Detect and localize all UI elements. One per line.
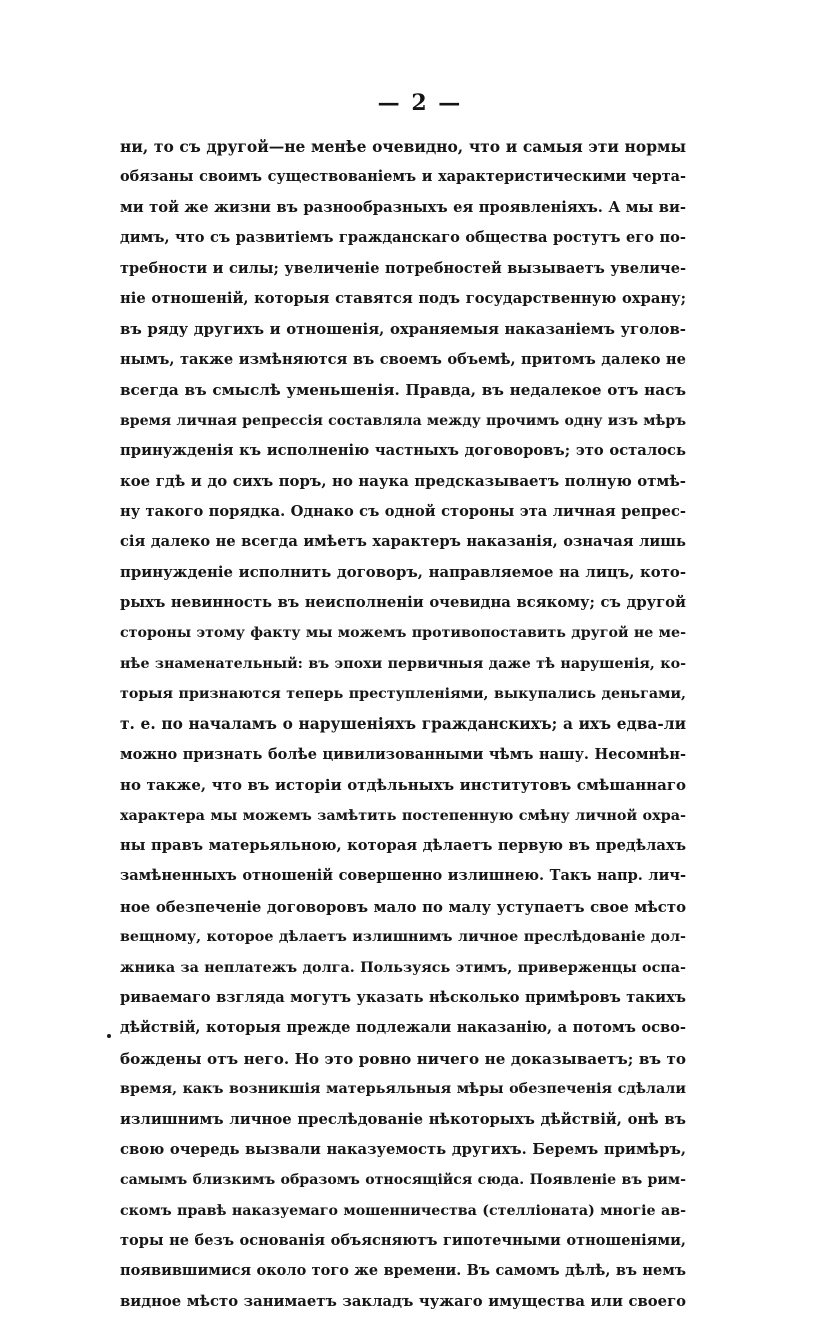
text-line: нымъ, также измѣняются въ своемъ объемѣ, притомъ далеко не [120,350,686,368]
text-line: димъ, что съ развитіемъ гражданскаго общества ростутъ его по- [120,229,686,247]
text-line: ни, то съ другой—не менѣе очевидно, что и самыя эти нормы [120,137,686,156]
text-line: но также, что въ исторіи отдѣльныхъ институтовъ смѣшаннаго [120,776,686,795]
text-line: время личная репрессія составляла между прочимъ одну изъ мѣръ [120,412,686,429]
text-line: кое гдѣ и до сихъ поръ, но наука предсказываетъ полную отмѣ- [120,472,686,491]
text-line: ное обезпеченіе договоровъ мало по малу уступаетъ свое мѣсто [120,897,686,916]
text-line: ми той же жизни въ разнообразныхъ ея проявленіяхъ. А мы ви- [120,198,686,216]
text-line: жника за неплатежъ долга. Пользуясь этимъ, приверженцы оспа- [120,959,686,976]
margin-dot [107,1034,111,1038]
text-line: торыя признаются теперь преступленіями, выкупались деньгами, [120,686,686,703]
text-line: ны правъ матерьяльною, которая дѣлаетъ первую въ предѣлахъ [120,836,686,854]
text-line: можно признать болѣе цивилизованными чѣмъ нашу. Несомнѣн- [120,745,686,763]
text-line: обязаны своимъ существованіемъ и характеристическими черта- [120,168,686,186]
text-line: излишнимъ личное преслѣдованіе нѣкоторыхъ дѣйствій, онѣ въ [120,1110,686,1128]
text-line: нѣе знаменательный: въ эпохи первичныя даже тѣ нарушенія, ко- [120,655,686,672]
page-number: — 2 — [377,90,463,116]
text-line: вещному, которое дѣлаетъ излишнимъ личное преслѣдованіе дол- [120,929,686,946]
text-line: рыхъ невинность въ неисполненіи очевидна всякому; съ другой [120,593,686,611]
text-line: замѣненныхъ отношеній совершенно излишнею. Такъ напр. лич- [120,867,686,885]
text-line: ну такого порядка. Однако съ одной стороны эта личная репрес- [120,502,686,520]
text-line: торы не безъ основанія объясняютъ гипотечными отношеніями, [120,1232,686,1250]
text-line: ніе отношеній, которыя ставятся подъ государственную охрану; [120,289,686,307]
text-line: риваемаго взгляда могутъ указать нѣсколько примѣровъ такихъ [120,988,686,1006]
text-line: время, какъ возникшія матерьяльныя мѣры обезпеченія сдѣлали [120,1081,686,1098]
text-line: т. е. по началамъ о нарушеніяхъ гражданскихъ; а ихъ едва-ли [120,715,686,734]
text-line: дѣйствій, которыя прежде подлежали наказанію, а потомъ осво- [120,1019,686,1037]
text-line: свою очередь вызвали наказуемость другихъ. Беремъ примѣръ, [120,1140,686,1158]
text-line: появившимися около того же времени. Въ самомъ дѣлѣ, въ немъ [120,1262,686,1280]
text-line: сія далеко не всегда имѣетъ характеръ наказанія, означая лишь [120,533,686,551]
text-line: всегда въ смыслѣ уменьшенія. Правда, въ недалекое отъ насъ [120,381,686,400]
text-line: видное мѣсто занимаетъ закладъ чужаго имущества или своего [120,1292,686,1310]
text-line: самымъ близкимъ образомъ относящійся сюда. Появленіе въ рим- [120,1172,686,1189]
text-line: принужденія къ исполненію частныхъ договоровъ; это осталось [120,441,686,459]
text-line: въ ряду другихъ и отношенія, охраняемыя наказаніемъ уголов- [120,320,686,339]
text-line: скомъ правѣ наказуемаго мошенничества (стелліоната) многіе ав- [120,1202,686,1219]
text-line: требности и силы; увеличеніе потребностей вызываетъ увеличе- [120,259,686,277]
text-line: принужденіе исполнить договоръ, направляемое на лицъ, кото- [120,563,686,582]
text-line: бождены отъ него. Но это ровно ничего не доказываетъ; въ то [120,1049,686,1068]
text-line: характера мы можемъ замѣтить постепенную смѣну личной охра- [120,807,686,824]
body-text [120,132,686,1317]
text-line: стороны этому факту мы можемъ противопоставить другой не ме- [120,625,686,642]
